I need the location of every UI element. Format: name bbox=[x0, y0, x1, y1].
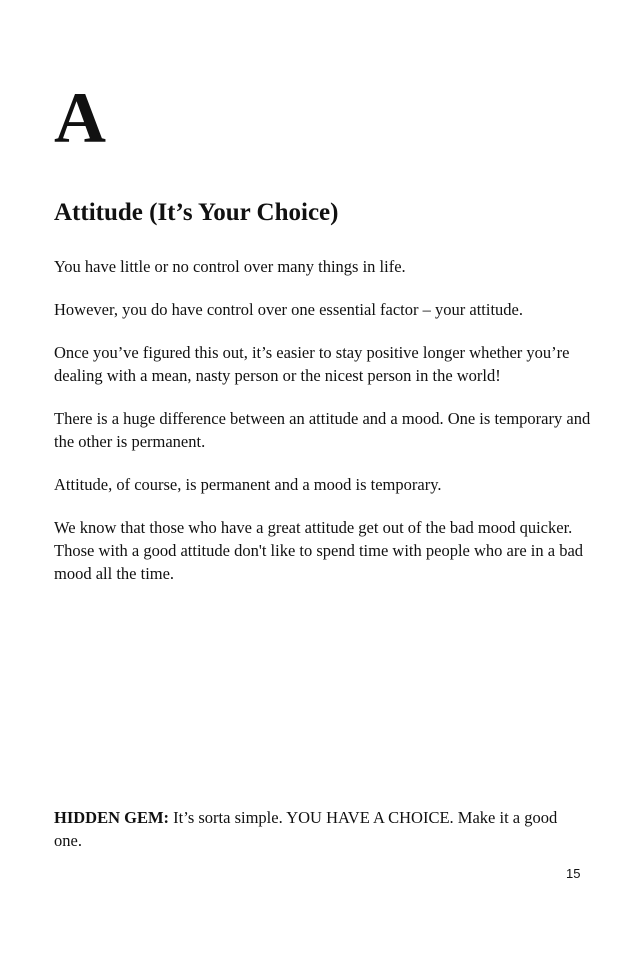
paragraph: Attitude, of course, is permanent and a mood is temporary. bbox=[54, 475, 442, 494]
chapter-letter: A bbox=[54, 78, 106, 158]
paragraph: Once you’ve figured this out, it’s easier to stay positive longer whether you’re dealing with a mean, nasty person or the nicest person in the world! bbox=[54, 343, 570, 385]
body-text bbox=[54, 255, 594, 605]
hidden-gem bbox=[54, 806, 584, 852]
paragraph: However, you do have control over one essential factor – your attitude. bbox=[54, 300, 523, 319]
paragraph: You have little or no control over many things in life. bbox=[54, 257, 406, 276]
section-title: Attitude (It’s Your Choice) bbox=[54, 199, 339, 226]
paragraph: There is a huge difference between an attitude and a mood. One is temporary and the other is permanent. bbox=[54, 409, 591, 451]
hidden-gem-label: HIDDEN GEM: bbox=[54, 808, 170, 827]
paragraph: We know that those who have a great attitude get out of the bad mood quicker. Those with a good attitude don't like to spend time with people who are in a bad mood all the time. bbox=[54, 518, 584, 583]
hidden-gem-text: It’s sorta simple. YOU HAVE A CHOICE. Make it a good one. bbox=[54, 808, 558, 850]
page-number: 15 bbox=[566, 866, 581, 881]
